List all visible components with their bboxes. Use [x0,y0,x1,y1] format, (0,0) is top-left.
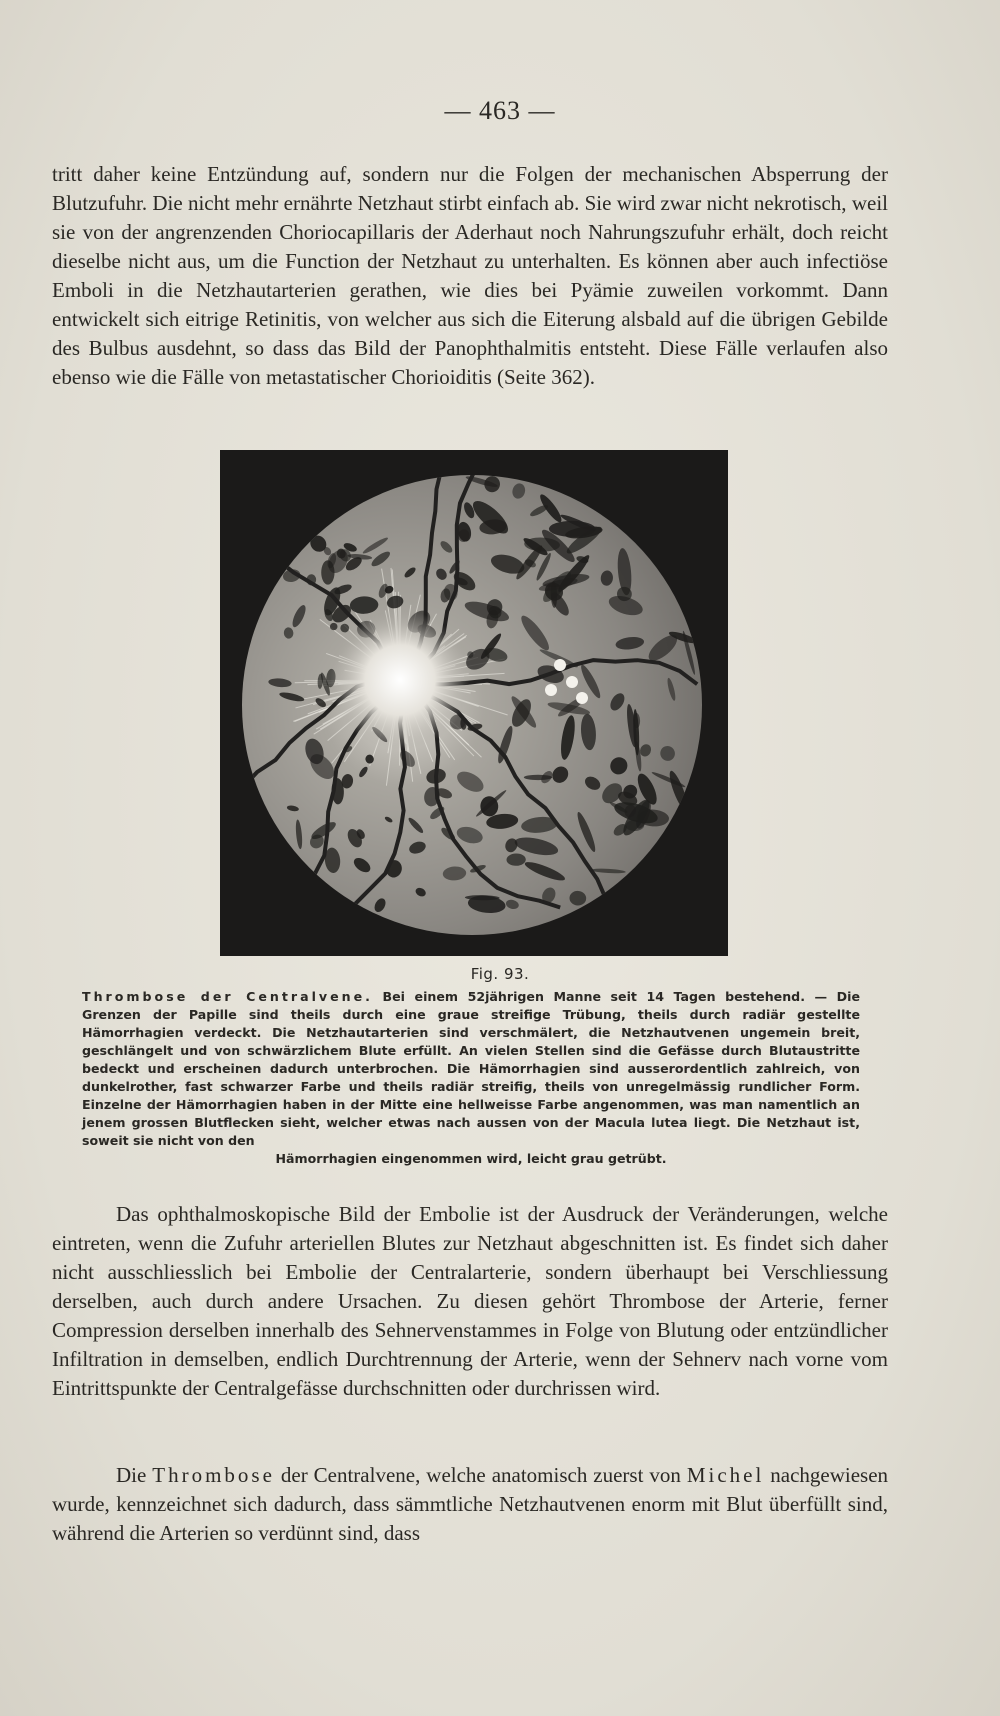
paragraph-3-middle: der Centralvene, welche anatomisch zuerst von [280,1463,681,1487]
caption-last-line: Hämorrhagien eingenommen wird, leicht grau getrübt. [275,1151,667,1166]
paragraph-2 [52,1200,888,1403]
paragraph-3-lead: Die [116,1463,147,1487]
white-spot [545,684,557,696]
paragraph-1 [52,160,888,392]
caption-title: Thrombose der Centralvene. [82,989,373,1004]
white-spot [566,676,578,688]
paragraph-1-text: tritt daher keine Entzündung auf, sondern nur die Folgen der mechanischen Absperrung der Blutzufuhr. Die nicht mehr ernährte Netzhaut stirbt einfach ab. Sie wird zwar nicht nekrotisch, weil sie von der angrenzenden Choriocapillaris der Aderhaut noch Nahrungszufuhr erhält, doch reicht dieselbe nicht aus, um die Function der Netzhaut zu unterhalten. Es können aber auch infectiöse Emboli in die Netzhautarterien gerathen, wie dies bei Pyämie zuweilen vorkommt. Dann entwickelt sich eitrige Retinitis, von welcher aus sich die Eiterung alsbald auf die übrigen Gebilde des Bulbus ausdehnt, so dass das Bild der Panophthalmitis entsteht. Diese Fälle verlaufen also ebenso wie die Fälle von metastatischer Chorioiditis (Seite 362). [52,162,888,389]
paragraph-3-text [52,1461,888,1548]
term-michel: Michel [686,1463,765,1487]
caption-body: Bei einem 52jährigen Manne seit 14 Tagen bestehend. — Die Grenzen der Papille sind theils durch eine graue streifige Trübung, theils durch radiär gestellte Hämorrhagien verdeckt. Die Netzhautarterien sind verschmälert, die Netzhautvenen ungemein breit, geschlängelt und von schwärzlichem Blute erfüllt. An vielen Stellen sind die Gefässe durch Blutaustritte bedeckt und erscheinen dadurch unterbrochen. Die Hämorrhagien sind ausserordentlich zahlreich, von dunkelrother, fast schwarzer Farbe und theils radiär streifig, theils von unregelmässig rundlicher Form. Einzelne der Hämorrhagien haben in der Mitte eine hellweisse Farbe angenommen, was man namentlich an jenem grossen Blutflecken sieht, welcher etwas nach aussen von der Macula lutea liegt. Die Netzhaut ist, soweit sie nicht von den [82,989,860,1148]
page-number: — 463 — [444,96,556,125]
white-spot [576,692,588,704]
term-thrombose: Thrombose [152,1463,275,1487]
paragraph-2-text: Das ophthalmoskopische Bild der Embolie ist der Ausdruck der Veränderungen, welche eintreten, wenn die Zufuhr arteriellen Blutes zur Netzhaut abgeschnitten ist. Es findet sich daher nicht ausschliesslich bei Embolie der Centralarterie, sondern überhaupt bei Verschliessung derselben, auch durch andere Ursachen. Zu diesen gehört Thrombose der Arterie, ferner Compression derselben innerhalb des Sehnervenstammes in Folge von Blutung oder entzündlicher Infiltration in demselben, endlich Durchtrennung der Arterie, wenn der Sehnerv nach vorne vom Eintrittspunkte der Centralgefässe durchschnitten oder durchrissen wird. [52,1202,888,1400]
paragraph-3-rest: nachgewiesen wurde, kennzeichnet sich dadurch, dass sämmtliche Netzhautvenen enorm mit Blut überfüllt sind, während die Arterien so verdünnt sind, dass [52,1463,889,1545]
figure-label: Fig. 93. [470,965,530,983]
paragraph-3 [52,1461,888,1548]
fundus-image [220,450,728,956]
optic-disc [330,610,470,750]
fundus-illustration [220,450,728,956]
figure-caption [82,988,860,1168]
white-spot [554,659,566,671]
